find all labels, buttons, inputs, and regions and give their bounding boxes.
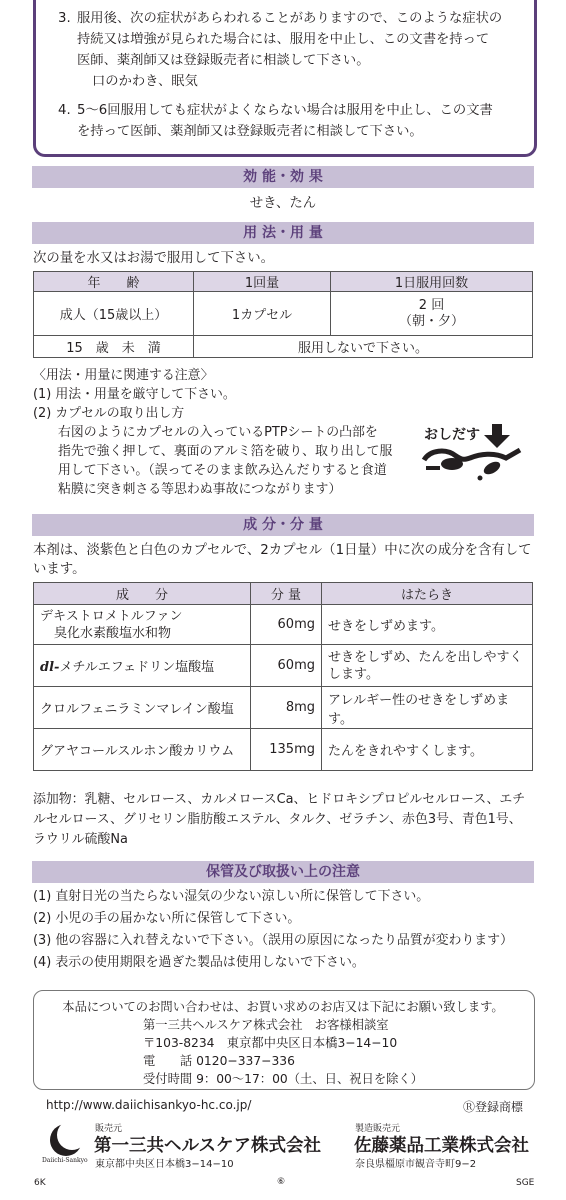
- inquiry-company: 第一三共ヘルスケア株式会社 お客様相談室: [143, 1018, 389, 1032]
- ingredient-effect-line: せきをしずめ、たんを出しやすく: [328, 649, 523, 665]
- ingredient-effect: アレルギー性のせきをしずめます。: [322, 687, 533, 729]
- dosage-times-detail: （朝・夕）: [398, 313, 464, 329]
- logo-wordmark: Daiichi-Sankyo: [42, 1157, 88, 1164]
- dosage-cell-adult: 成人（15歳以上）: [34, 292, 194, 336]
- storage-item: (3) 他の容器に入れ替えないで下さい。（誤用の原因になったり品質が変わります）: [33, 933, 513, 948]
- table-row: [34, 687, 533, 729]
- daiichi-sankyo-logo-icon: [46, 1122, 86, 1158]
- dosage-cell-child: 15 歳 未 満: [34, 336, 194, 358]
- capsule-instruction-line: 粘膜に突き刺さる等思わぬ事故につながります）: [58, 482, 342, 497]
- warning-symptoms: 口のかわき、眠気: [92, 74, 198, 89]
- dosage-header-age: 年 齢: [34, 272, 194, 292]
- capsule-instruction-line: 用して下さい。（誤ってそのまま飲み込んだりすると食道: [58, 463, 387, 478]
- additives-line: 添加物：乳糖、セルロース、カルメロースCa、ヒドロキシプロピルセルロース、エチ: [33, 792, 526, 807]
- efficacy-text: せき、たん: [249, 196, 317, 211]
- dosage-intro: 次の量を水又はお湯で服用して下さい。: [33, 251, 275, 266]
- warning-item-3-number: 3.: [58, 11, 71, 26]
- warning-item-3-line: 医師、薬剤師又は登録販売者に相談して下さい。: [77, 53, 370, 68]
- dosage-header-dose: 1回量: [194, 272, 331, 292]
- storage-item: (4) 表示の使用期限を過ぎた製品は使用しないで下さい。: [33, 955, 365, 970]
- dosage-table: [33, 271, 533, 358]
- seller-address: 東京都中央区日本橋3−14−10: [95, 1159, 234, 1170]
- capsule-instruction-line: 指先で強く押して、裏面のアルミ箔を破り、取り出して服: [58, 444, 393, 459]
- ingredients-intro-line: 本剤は、淡紫色と白色のカプセルで、2カプセル（1日量）中に次の成分を含有して: [33, 543, 532, 558]
- ingredient-name-line: メチルエフェドリン塩酸塩: [59, 660, 215, 675]
- dosage-heading: 用 法・用 量: [32, 222, 534, 244]
- ingredient-name: [34, 605, 251, 645]
- ingredient-effect-line: します。: [328, 666, 379, 682]
- warning-item-3-line: 服用後、次の症状があらわれることがありますので、このような症状の: [77, 11, 503, 26]
- push-label: おしだす: [424, 427, 480, 443]
- ingredient-amount: 135mg: [251, 729, 322, 771]
- ingredient-name: [34, 645, 251, 687]
- ingredients-header-amount: 分 量: [251, 583, 322, 605]
- warning-item-4-number: 4.: [58, 103, 71, 118]
- ingredient-name-prefix: dl-: [40, 660, 60, 675]
- ingredient-name-line: 臭化水素酸塩水和物: [54, 625, 172, 641]
- dosage-notes-title: 〈用法・用量に関連する注意〉: [33, 368, 214, 383]
- efficacy-heading: 効 能・効 果: [32, 166, 534, 188]
- ingredient-effect: [322, 645, 533, 687]
- table-row: [34, 645, 533, 687]
- maker-label: 製造販売元: [355, 1124, 401, 1134]
- ingredient-effect: せきをしずめます。: [322, 605, 533, 645]
- inquiry-hours: 受付時間 9：00～17：00（土、日、祝日を除く）: [143, 1072, 424, 1086]
- ingredients-header-name: 成 分: [34, 583, 251, 605]
- warning-item-4-line: を持って医師、薬剤師又は登録販売者に相談して下さい。: [77, 124, 423, 139]
- ingredient-name: クロルフェニラミンマレイン酸塩: [34, 687, 251, 729]
- code-center: ⑥: [277, 1177, 286, 1187]
- seller-label: 販売元: [95, 1124, 123, 1134]
- inquiry-phone: 電 話 0120−337−336: [143, 1054, 295, 1068]
- dosage-times-count: 2 回: [418, 297, 445, 313]
- seller-name: 第一三共ヘルスケア株式会社: [94, 1136, 321, 1156]
- dosage-note: (2) カプセルの取り出し方: [33, 406, 185, 421]
- dosage-header-times: 1日服用回数: [331, 272, 533, 292]
- code-left: 6K: [34, 1178, 46, 1188]
- ingredient-name-line: デキストロメトルファン: [40, 608, 183, 624]
- additives-line: ルセルロース、グリセリン脂肪酸エステル、タルク、ゼラチン、赤色3号、青色1号、: [33, 812, 522, 827]
- website-link[interactable]: http://www.daiichisankyo-hc.co.jp/: [46, 1098, 252, 1112]
- ingredient-name: グアヤコールスルホン酸カリウム: [34, 729, 251, 771]
- inquiry-intro: 本品についてのお問い合わせは、お買い求めのお店又は下記にお願い致します。: [62, 1000, 504, 1014]
- storage-item: (2) 小児の手の届かない所に保管して下さい。: [33, 911, 301, 926]
- ptp-push-icon: [420, 422, 530, 484]
- table-row: [34, 729, 533, 771]
- capsule-instruction-line: 右図のようにカプセルの入っているPTPシートの凸部を: [58, 425, 378, 440]
- dosage-cell-child-dose: 服用しないで下さい。: [194, 336, 533, 358]
- storage-heading: 保管及び取扱い上の注意: [32, 861, 534, 883]
- warning-item-4-line: 5～6回服用しても症状がよくならない場合は服用を中止し、この文書: [77, 103, 493, 118]
- additives-line: ラウリル硫酸Na: [33, 832, 128, 847]
- ingredient-effect: たんをきれやすくします。: [322, 729, 533, 771]
- inquiry-address: 〒103-8234 東京都中央区日本橋3−14−10: [143, 1036, 398, 1050]
- ingredients-table: [33, 582, 533, 771]
- ingredient-amount: 8mg: [251, 687, 322, 729]
- ingredients-heading: 成 分・分 量: [32, 514, 534, 536]
- warning-item-3-line: 持続又は増強が見られた場合には、服用を中止し、この文書を持って: [77, 32, 490, 47]
- code-right: SGE: [516, 1178, 535, 1188]
- trademark-note: Ⓡ登録商標: [463, 1100, 524, 1114]
- ingredients-header-effect: はたらき: [322, 583, 533, 605]
- ingredients-intro-line: います。: [33, 562, 86, 577]
- dosage-cell-adult-dose: 1カプセル: [194, 292, 331, 336]
- maker-name: 佐藤薬品工業株式会社: [354, 1136, 529, 1156]
- ingredient-amount: 60mg: [251, 605, 322, 645]
- dosage-cell-adult-times: [331, 292, 533, 336]
- ingredient-amount: 60mg: [251, 645, 322, 687]
- maker-address: 奈良県橿原市観音寺町9−2: [355, 1159, 477, 1170]
- dosage-note: (1) 用法・用量を厳守して下さい。: [33, 387, 236, 402]
- table-row: [34, 605, 533, 645]
- storage-item: (1) 直射日光の当たらない湿気の少ない涼しい所に保管して下さい。: [33, 889, 430, 904]
